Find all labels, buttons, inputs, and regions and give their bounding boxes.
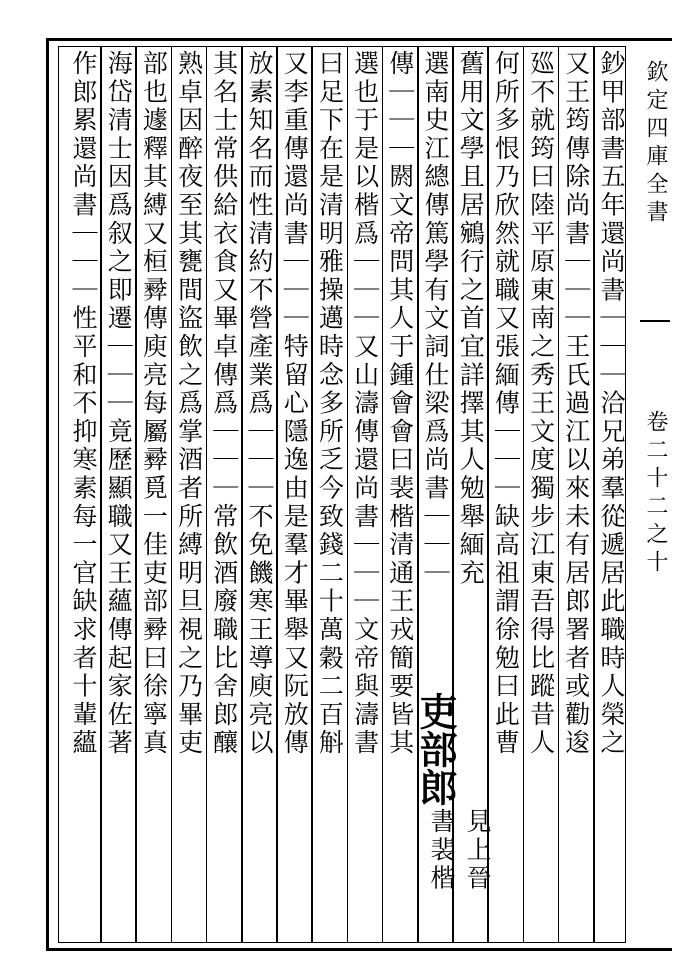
text-column-4: 何所多恨乃欣然就職又張緬傳｜｜｜缺高祖謂徐勉曰此曹 xyxy=(491,50,521,758)
text-column-9: 曰足下在是清明雅操邁時念多所乏今致錢二十萬穀二百斛 xyxy=(315,50,345,758)
text-column-10: 又李重傳還尚書｜｜｜特留心隱逸由是羣才畢舉又阮放傳 xyxy=(280,50,310,758)
spine-divider xyxy=(640,320,670,322)
column-rule xyxy=(171,46,173,943)
text-column-11: 放素知名而性清約不營產業爲｜｜｜不免饑寒王導庾亮以 xyxy=(245,50,274,758)
spine-label xyxy=(638,60,672,940)
column-rule xyxy=(417,46,419,943)
column-rule xyxy=(558,46,560,943)
column-rule xyxy=(100,46,102,943)
volume-label: 卷二十二之十 xyxy=(643,410,668,578)
column-rule xyxy=(241,46,243,943)
column-rule xyxy=(523,46,525,943)
column-rule xyxy=(382,46,384,943)
column-rule xyxy=(593,46,595,943)
text-column-7: 傳｜｜｜閼文帝問其人于鍾會會曰裴楷清通王戎簡要皆其 xyxy=(385,50,415,758)
text-column-13: 熟卓因醉夜至其甕間盜飲之爲掌酒者所縛明旦視之乃畢吏 xyxy=(174,50,204,758)
column-rule xyxy=(135,46,137,943)
text-column-3: 廵不就筠曰陸平原東南之秀王文度獨步江東吾得比蹤昔人 xyxy=(526,50,556,758)
column-6-tail: 書裴楷 xyxy=(427,808,456,893)
text-column-1: 鈔甲部書五年還尚書｜｜｜洽兄弟羣從遞居此職時人榮之 xyxy=(597,50,626,758)
text-column-2: 又王筠傳除尚書｜｜｜王氏過江以來未有居郎署者或勸逡 xyxy=(561,50,591,758)
text-column-15: 海岱清士因爲叙之即遷｜｜｜竟歷顯職又王蘊傳起家佐著 xyxy=(104,50,134,758)
book-title: 欽定四庫全書 xyxy=(643,60,668,228)
section-heading: 吏部郎 xyxy=(413,692,458,806)
text-column-16: 作郎累還尚書｜｜｜性平和不抑寒素每一官缺求者十輩蘊 xyxy=(69,50,98,758)
text-column-8: 選也于是以楷爲｜｜｜又山濤傳還尚書｜｜｜文帝與濤書 xyxy=(350,50,380,758)
text-column-14: 部也遽釋其縛又桓彛傳庾亮每屬彛覓一佳吏部彛曰徐寧真 xyxy=(139,50,169,758)
column-rule xyxy=(206,46,208,943)
column-rule xyxy=(347,46,349,943)
text-column-6: 選南史江總傳篤學有文詞仕梁爲尚書｜｜｜ xyxy=(421,50,450,588)
column-rule xyxy=(311,46,313,943)
column-5-tail: 見上晉 xyxy=(463,808,492,893)
text-column-5: 舊用文學且居鵷行之首宜詳擇其人勉舉緬充 xyxy=(456,50,486,588)
column-rule xyxy=(276,46,278,943)
text-column-12: 其名士常供給衣食又畢卓傳爲｜｜｜常飲酒廢職比舍郎釀 xyxy=(209,50,239,758)
